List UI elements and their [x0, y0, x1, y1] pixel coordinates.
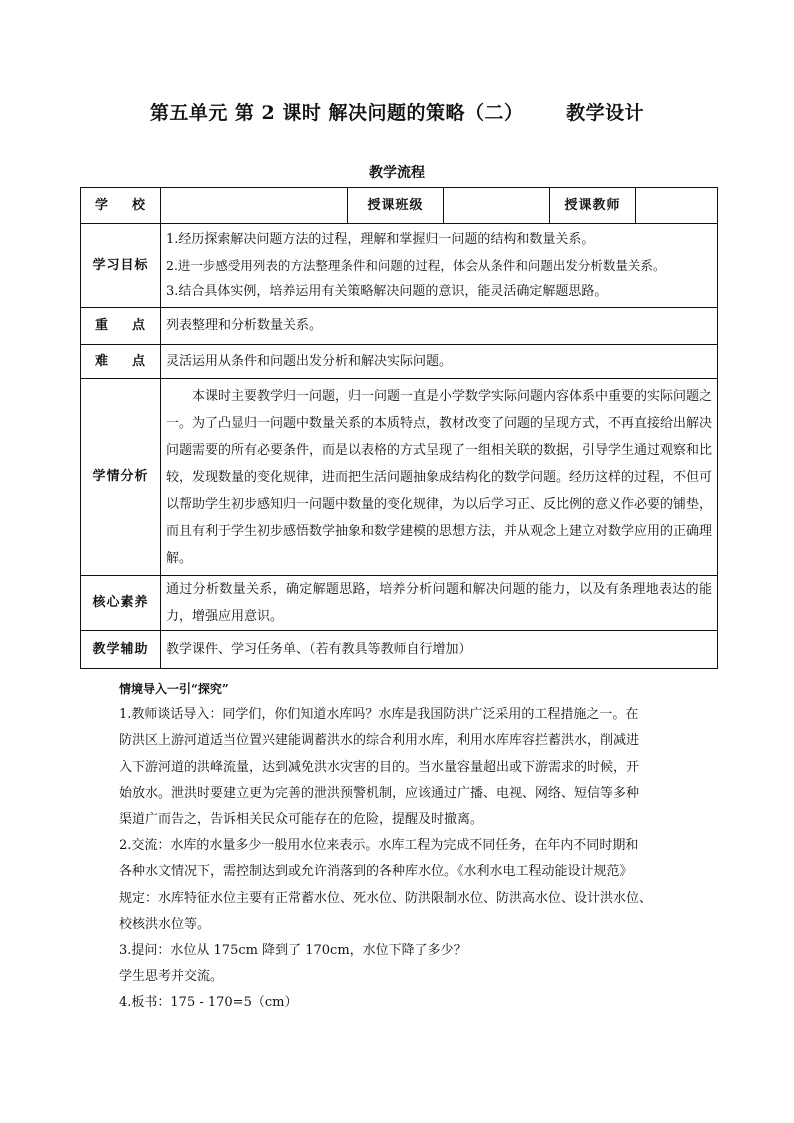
content-line: 1.教师谈话导入：同学们，你们知道水库吗？水库是我国防洪广泛采用的工程措施之一。在: [119, 707, 639, 723]
core-row: [81, 576, 718, 631]
objectives-row: [81, 224, 718, 308]
core-cell: [161, 576, 718, 631]
objective-1: 1.经历探索解决问题方法的过程，理解和掌握归一问题的结构和数量关系。: [166, 231, 595, 247]
content-line: 渠道广而告之，告诉相关民众可能存在的危险，提醒及时撤离。: [119, 812, 484, 828]
difficulty-value: 灵活运用从条件和问题出发分析和解决实际问题。: [161, 345, 718, 379]
objectives-cell: [161, 224, 718, 308]
key-point-row: [81, 308, 718, 345]
content-line: 入下游河道的洪峰流量，达到减免洪水灾害的目的。当水量容量超出或下游需求的时候，开: [119, 759, 640, 775]
school-label: 学 校: [81, 188, 161, 224]
content-line: 规定：水库特征水位主要有正常蓄水位、死水位、防洪限制水位、防洪高水位、设计洪水位、: [119, 890, 653, 906]
content-line: 2.交流：水库的水量多少一般用水位来表示。水库工程为完成不同任务，在年内不同时期和: [119, 838, 639, 854]
objective-2: 2.进一步感受用列表的方法整理条件和问题的过程，体会从条件和问题出发分析数量关系。: [166, 257, 666, 273]
analysis-label: 学情分析: [81, 379, 161, 576]
section-title: 教学流程: [369, 165, 425, 181]
difficulty-row: [81, 345, 718, 379]
difficulty-label: 难 点: [81, 345, 161, 379]
content-heading: 情境导入一引“探究”: [119, 682, 229, 696]
content-line: 防洪区上游河道适当位置兴建能调蓄洪水的综合利用水库，利用水库库容拦蓄洪水，削减进: [119, 733, 640, 749]
core-text: 通过分析数量关系，确定解题思路，培养分析问题和解决问题的能力，以及有条理地表达的能力，增强应用意识。: [166, 582, 712, 624]
lesson-info-table: [80, 187, 718, 669]
content-line: 各种水文情况下，需控制达到或允许消落到的各种库水位。《水利水电工程动能设计规范》: [119, 864, 633, 880]
class-label: 授课班级: [348, 188, 444, 224]
aids-label: 教学辅助: [81, 631, 161, 669]
lesson-content: [119, 676, 689, 1017]
aids-row: [81, 631, 718, 669]
content-line: 4.板书：175 - 170=5（cm）: [119, 995, 298, 1011]
class-value: [444, 188, 550, 224]
content-line: 校核洪水位等。: [119, 916, 211, 932]
content-line: 始放水。泄洪时要建立更为完善的泄洪预警机制，应该通过广播、电视、网络、短信等多种: [119, 785, 640, 801]
key-point-label: 重 点: [81, 308, 161, 345]
aids-value: 教学课件、学习任务单、（若有教具等教师自行增加）: [161, 631, 718, 669]
header-row: [81, 188, 718, 224]
teacher-label: 授课教师: [550, 188, 636, 224]
analysis-cell: [161, 379, 718, 576]
school-value: [161, 188, 348, 224]
core-label: 核心素养: [81, 576, 161, 631]
objective-3: 3.结合具体实例，培养运用有关策略解决问题的意识，能灵活确定解题思路。: [166, 283, 608, 299]
document-title: 第五单元 第 2 课时 解决问题的策略（二） 教学设计: [149, 102, 645, 124]
content-line: 学生思考并交流。: [119, 969, 224, 985]
analysis-text: 本课时主要教学归一问题，归一问题一直是小学数学实际问题内容体系中重要的实际问题之一。为了凸显归一问题中数量关系的本质特点，教材改变了问题的呈现方式，不再直接给出解决问题需要的所有必要条件，而是以表格的方式呈现了一组相关联的数据，引导学生通过观察和比较，发现数量的变化规律，进而把生活问题抽象成结构化的数学问题。经历这样的过程，不但可以帮助学生初步感知归一问题中数量的变化规律，为以后学习正、反比例的意义作必要的铺垫，而且有利于学生初步感悟数学抽象和数学建模的思想方法，并从观念上建立对数学应用的正确理解。: [166, 388, 713, 566]
analysis-row: [81, 379, 718, 576]
content-line: 3.提问：水位从 175cm 降到了 170cm，水位下降了多少？: [119, 943, 467, 959]
objectives-label: 学习目标: [81, 224, 161, 308]
key-point-value: 列表整理和分析数量关系。: [161, 308, 718, 345]
teacher-value: [636, 188, 718, 224]
